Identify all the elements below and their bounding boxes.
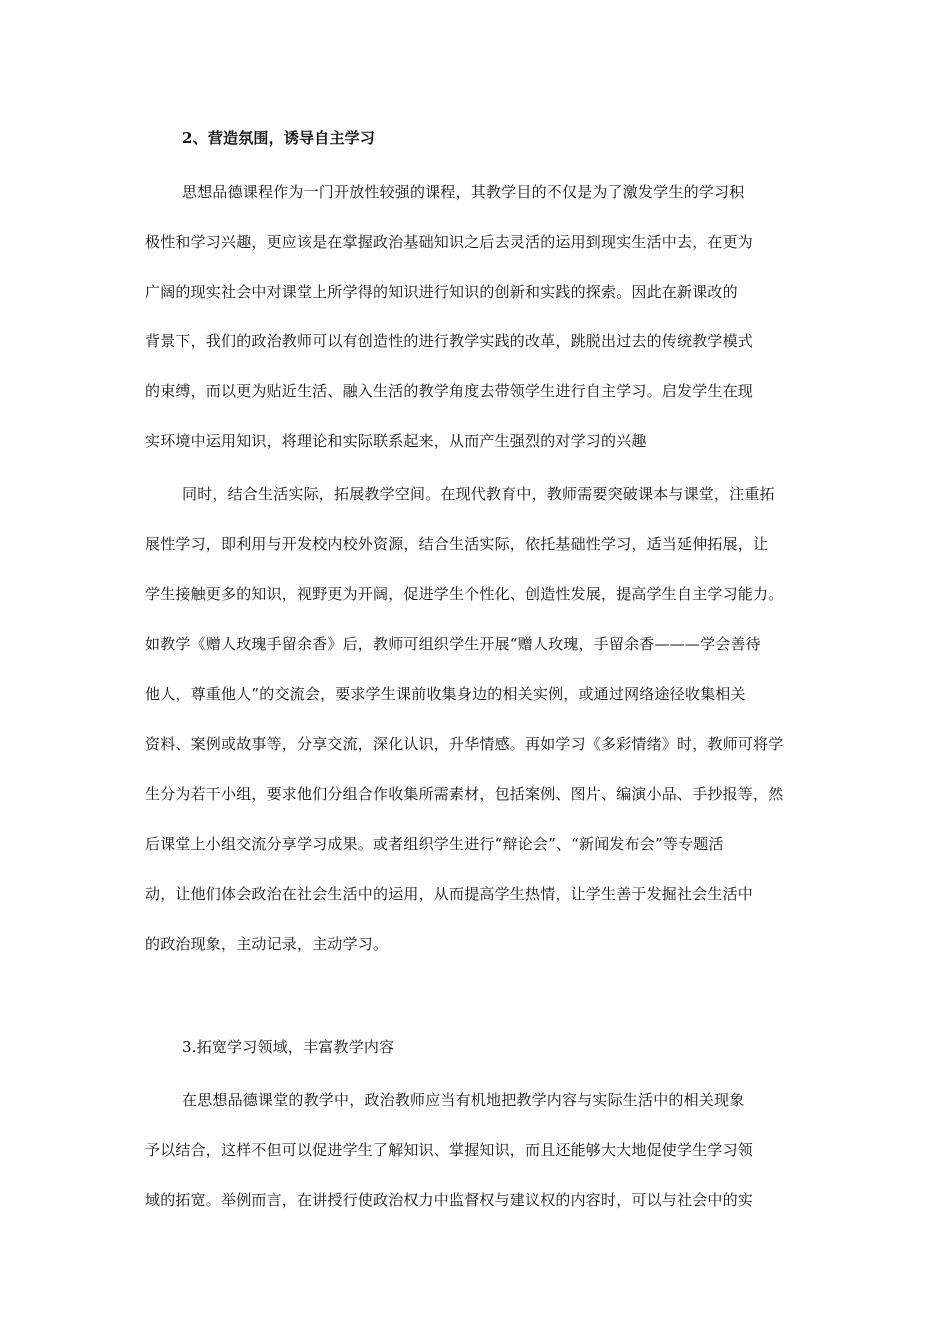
paragraph-3-line-2: 予以结合，这样不但可以促进学生了解知识、掌握知识，而且还能够大大地促使学生学习领 bbox=[145, 1141, 754, 1159]
paragraph-2-line-5: 他人，尊重他人”的交流会，要求学生课前收集身边的相关实例，或通过网络途径收集相关 bbox=[145, 685, 746, 703]
paragraph-2-line-6: 资料、案例或故事等，分享交流，深化认识，升华情感。再如学习《多彩情绪》时，教师可将学 bbox=[145, 735, 784, 753]
paragraph-2-line-9: 动，让他们体会政治在社会生活中的运用，从而提高学生热情，让学生善于发掘社会生活中 bbox=[145, 885, 754, 903]
paragraph-1-line-5: 的束缚，而以更为贴近生活、融入生活的教学角度去带领学生进行自主学习。启发学生在现 bbox=[145, 382, 754, 400]
paragraph-3-line-1: 在思想品德课堂的教学中，政治教师应当有机地把教学内容与实际生活中的相关现象 bbox=[182, 1091, 745, 1109]
paragraph-3-line-3: 域的拓宽。举例而言，在讲授行使政治权力中监督权与建议权的内容时，可以与社会中的实 bbox=[145, 1191, 754, 1209]
section-heading-2: 2、营造氛围，诱导自主学习 bbox=[182, 129, 376, 147]
paragraph-1-line-3: 广阔的现实社会中对课堂上所学得的知识进行知识的创新和实践的探索。因此在新课改的 bbox=[145, 283, 738, 301]
paragraph-2-line-7: 生分为若干小组，要求他们分组合作收集所需素材，包括案例、图片、编演小品、手抄报等，然 bbox=[145, 785, 784, 803]
paragraph-2-line-1: 同时，结合生活实际，拓展教学空间。在现代教育中，教师需要突破课本与课堂，注重拓 bbox=[182, 485, 775, 503]
paragraph-2-line-2: 展性学习，即利用与开发校内校外资源，结合生活实际，依托基础性学习，适当延伸拓展，让 bbox=[145, 535, 769, 553]
section-heading-3: 3.拓宽学习领域，丰富教学内容 bbox=[182, 1038, 395, 1056]
paragraph-1-line-4: 背景下，我们的政治教师可以有创造性的进行教学实践的改革，跳脱出过去的传统教学模式 bbox=[145, 332, 754, 350]
paragraph-1-line-1: 思想品德课程作为一门开放性较强的课程，其教学目的不仅是为了激发学生的学习积 bbox=[182, 183, 745, 201]
paragraph-1-line-6: 实环境中运用知识，将理论和实际联系起来，从而产生强烈的对学习的兴趣 bbox=[145, 432, 647, 450]
paragraph-2-line-3: 学生接触更多的知识，视野更为开阔，促进学生个性化、创造性发展，提高学生自主学习能力。 bbox=[145, 585, 784, 603]
paragraph-2-line-4: 如教学《赠人玫瑰手留余香》后，教师可组织学生开展“赠人玫瑰，手留余香———学会善待 bbox=[145, 635, 761, 653]
paragraph-1-line-2: 极性和学习兴趣，更应该是在掌握政治基础知识之后去灵活的运用到现实生活中去，在更为 bbox=[145, 233, 754, 251]
paragraph-2-line-8: 后课堂上小组交流分享学习成果。或者组织学生进行“辩论会”、“新闻发布会”等专题活 bbox=[145, 835, 724, 853]
paragraph-2-line-10: 的政治现象，主动记录，主动学习。 bbox=[145, 935, 389, 953]
